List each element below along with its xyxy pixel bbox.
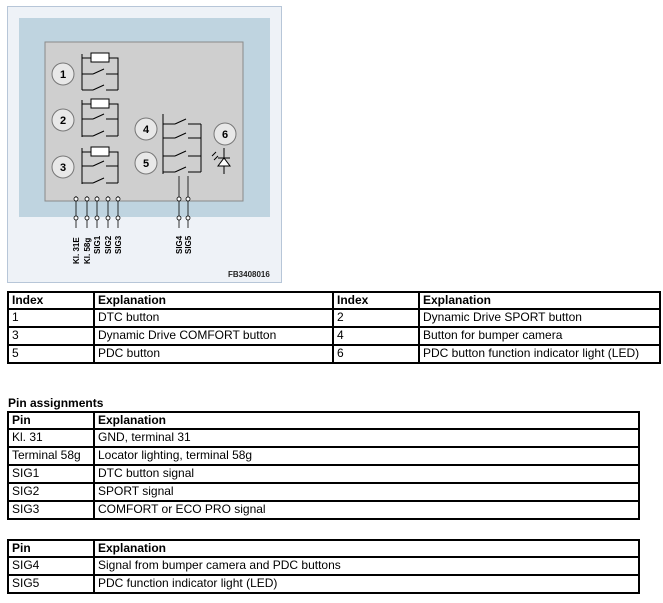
table-cell: SIG5 [8,575,94,593]
table-cell: DTC button [94,309,333,327]
table-cell: Terminal 58g [8,447,94,465]
table-row [8,557,639,575]
header-index: Index [333,292,419,309]
pin-label-sig3: SIG3 [114,235,123,254]
table-row [8,429,639,447]
table-row [8,345,660,363]
pin-label-sig5: SIG5 [184,235,193,254]
svg-text:4: 4 [142,124,150,136]
header-explanation: Explanation [419,292,660,309]
callout-4 [135,118,157,140]
table-cell: SIG4 [8,557,94,575]
table-cell: Dynamic Drive SPORT button [419,309,660,327]
table-cell: SIG3 [8,501,94,519]
table-cell: 1 [8,309,94,327]
table-row [8,309,660,327]
wiring-diagram [7,6,282,283]
table-cell: 6 [333,345,419,363]
callout-2 [52,109,74,131]
pin-label-sig1: SIG1 [93,235,102,254]
table-cell: Dynamic Drive COMFORT button [94,327,333,345]
table-row [8,447,639,465]
table-cell: GND, terminal 31 [94,429,639,447]
svg-text:1: 1 [59,69,67,81]
index-table [7,291,661,364]
table-cell: SIG2 [8,483,94,501]
table-cell: Signal from bumper camera and PDC buttons [94,557,639,575]
table-row [8,465,639,483]
header-pin: Pin [8,540,94,557]
pin-label-sig2: SIG2 [104,235,113,254]
table-row [8,575,639,593]
table-cell: Kl. 31 [8,429,94,447]
header-pin: Pin [8,412,94,429]
figure-id: FB3408016 [228,270,270,279]
header-index: Index [8,292,94,309]
table-cell: 5 [8,345,94,363]
pin-assignments-table [7,411,640,520]
svg-text:3: 3 [59,162,67,174]
table-cell: COMFORT or ECO PRO signal [94,501,639,519]
table-row [8,501,639,519]
table-cell: PDC button [94,345,333,363]
callout-6 [214,123,236,145]
table-header-row [8,412,639,429]
callout-3 [52,156,74,178]
table-header-row [8,292,660,309]
header-explanation: Explanation [94,412,639,429]
callout-1 [52,63,74,85]
table-cell: 4 [333,327,419,345]
table-cell: Locator lighting, terminal 58g [94,447,639,465]
header-explanation: Explanation [94,540,639,557]
table-cell: 2 [333,309,419,327]
pin-label-kl31e: Kl. 31E [72,237,81,264]
pin-assignments-table-2 [7,539,640,594]
table-cell: SIG1 [8,465,94,483]
pin-label-sig4: SIG4 [175,235,184,254]
pin-label-kl58g: Kl. 58g [83,237,92,264]
svg-text:2: 2 [59,115,67,127]
table-row [8,327,660,345]
header-explanation: Explanation [94,292,333,309]
table-cell: Button for bumper camera [419,327,660,345]
svg-text:6: 6 [221,129,229,141]
svg-text:5: 5 [142,158,150,170]
table-cell: 3 [8,327,94,345]
table-row [8,483,639,501]
table-cell: PDC function indicator light (LED) [94,575,639,593]
table-cell: DTC button signal [94,465,639,483]
table-cell: SPORT signal [94,483,639,501]
pin-assignments-title: Pin assignments [8,396,104,410]
table-cell: PDC button function indicator light (LED) [419,345,660,363]
callout-5 [135,152,157,174]
table-header-row [8,540,639,557]
